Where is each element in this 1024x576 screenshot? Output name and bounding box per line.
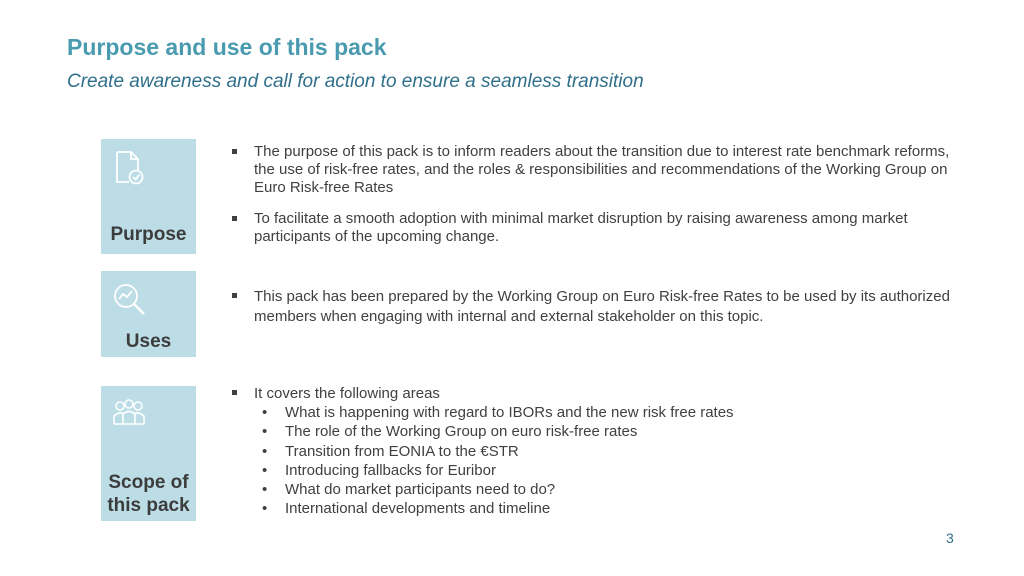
scope-subitem: • Transition from EONIA to the €STR	[262, 442, 519, 460]
scope-subitem: • Introducing fallbacks for Euribor	[262, 461, 496, 479]
scope-subitem: • The role of the Working Group on euro risk-free rates	[262, 423, 638, 441]
magnifier-chart-icon	[111, 281, 147, 317]
uses-bullets	[230, 287, 965, 326]
subitem-text: The role of the Working Group on euro risk-free rates	[285, 423, 638, 441]
scope-subitem: • What is happening with regard to IBORs and the new risk free rates	[262, 404, 734, 421]
subitem-text: Introducing fallbacks for Euribor	[285, 461, 496, 479]
scope-subitem: • International developments and timeline	[262, 500, 551, 518]
bullet-text: It covers the following areas	[254, 385, 440, 402]
subitem-text: What do market participants need to do?	[285, 481, 556, 499]
purpose-bullet	[230, 143, 965, 197]
bullet-text: The purpose of this pack is to inform readers about the transition due to interest rate benchmark reforms, the use of risk-free rates, and the roles & responsibilities and recommendations of the Working Group on Euro Risk-free Rates	[254, 143, 950, 196]
purpose-bullet	[230, 210, 965, 246]
bullet-square-icon	[232, 149, 237, 154]
scope-label	[101, 471, 196, 517]
scope-label-line1: Scope of	[108, 472, 189, 493]
people-group-icon	[111, 396, 147, 432]
bullet-square-icon	[232, 216, 237, 221]
scope-bullets	[230, 384, 965, 519]
subitem-text: International developments and timeline	[285, 500, 551, 518]
page-subtitle: Create awareness and call for action to ensure a seamless transition	[67, 71, 644, 92]
bullet-square-icon	[232, 293, 237, 298]
page-number: 3	[946, 530, 954, 546]
uses-tile	[101, 271, 196, 357]
bullet-square-icon	[232, 390, 237, 395]
scope-label-line2: this pack	[107, 495, 190, 516]
subitem-text: Transition from EONIA to the €STR	[285, 442, 519, 460]
uses-label: Uses	[125, 331, 172, 352]
scope-tile	[101, 386, 196, 521]
scope-subitem: • What do market participants need to do?	[262, 481, 556, 499]
bullet-text: This pack has been prepared by the Working Group on Euro Risk-free Rates to be used by its authorized members when engaging with internal and external stakeholder on this topic.	[254, 288, 950, 325]
purpose-bullets	[230, 143, 965, 246]
purpose-label: Purpose	[110, 224, 187, 245]
uses-bullet	[230, 287, 965, 326]
scope-bullet	[230, 384, 965, 403]
subitem-text: What is happening with regard to IBORs and the new risk free rates	[285, 404, 734, 421]
document-check-icon	[111, 149, 147, 185]
bullet-text: To facilitate a smooth adoption with minimal market disruption by raising awareness among market participants of the upcoming change.	[254, 210, 908, 245]
page-title: Purpose and use of this pack	[67, 34, 387, 60]
purpose-tile	[101, 139, 196, 254]
